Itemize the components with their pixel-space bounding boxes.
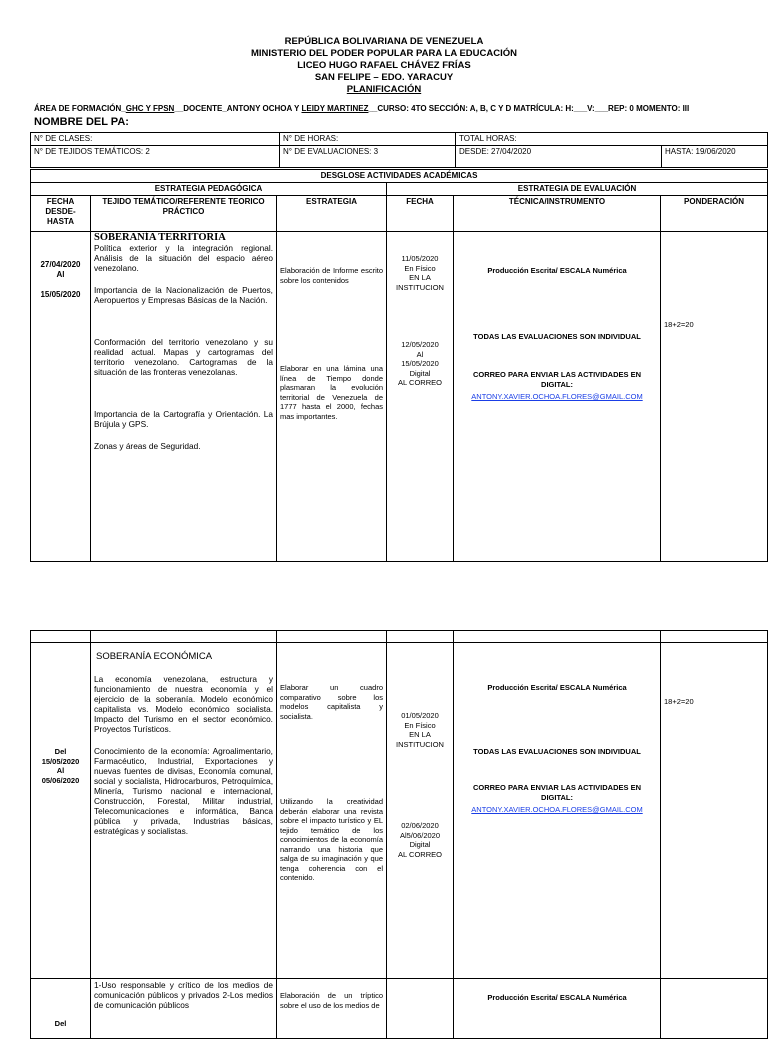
planificacion-table-page2	[30, 630, 768, 1039]
block1-tecnica-2: TODAS LAS EVALUACIONES SON INDIVIDUAL	[473, 332, 641, 341]
block2-topic-2: Conocimiento de la economía: Agroalimentario, Farmacéutico, Industrial, Exportaciones y nuevas fuentes de divisas, Economía comunal, social y socialista, Hidrocarburos, Petroquímica, Minería, Turismo nacional e internacional, Construcción, Forestal, Militar industrial, Telecomunicaciones e informática, Banca pública y privada, Industrias básicas, estratégicas y socialistas.	[94, 746, 273, 836]
block2-tecnica-1: Producción Escrita/ ESCALA Numérica	[487, 683, 627, 692]
col-fecha: FECHA DESDE- HASTA	[31, 196, 91, 232]
block1-fecha2b-0: 12/05/2020	[401, 340, 439, 349]
info-horas-cell: N° DE HORAS:	[280, 133, 456, 146]
nombre-pa: NOMBRE DEL PA:	[34, 116, 129, 128]
block2-fecha2b-2: Digital	[409, 840, 431, 849]
block2-fecha2a-3: INSTITUCION	[396, 739, 444, 749]
block1-topic-3: Conformación del territorio venezolano y su realidad actual. Mapas y cartogramas del territorio venezolano. Cartogramas de la situación de las fronteras venezolanas.	[94, 337, 273, 377]
block2-fecha2b-1: Al5/06/2020	[399, 830, 441, 840]
block3-estrategia	[277, 979, 387, 1039]
block2-fecha2b-3: AL CORREO	[398, 849, 442, 859]
block2-fecha2a-0: 01/05/2020	[401, 711, 439, 720]
block1-fecha2a-0: 11/05/2020	[401, 254, 439, 263]
meta-area-value: GHC Y FPSN	[125, 104, 175, 113]
block2-fecha-hasta: 05/06/2020	[41, 775, 80, 785]
desglose-title: DESGLOSE ACTIVIDADES ACADÉMICAS	[31, 170, 768, 183]
col-fecha2: FECHA	[387, 196, 454, 232]
block3-tecnica-1: Producción Escrita/ ESCALA Numérica	[487, 993, 627, 1002]
table-row	[31, 643, 768, 979]
meta-docente-label: __DOCENTE_ANTONY OCHOA Y	[174, 104, 302, 113]
block3-ponderacion	[661, 979, 768, 1039]
block1-topic-1: Política exterior y la integración regional. Análisis de la situación del espacio aéreo venezolano.	[94, 243, 273, 273]
block2-topic-1: La economía venezolana, estructura y funcionamiento de nuestra economía y el ejercicio de la soberanía. Modelo económico capitalista vs. Modelo económico socialista. Impacto del Turismo en el sector económico. Proyectos Turísticos.	[94, 674, 273, 734]
block1-fecha2a-2: EN LA	[409, 273, 431, 282]
block1-fecha-desde: 27/04/2020	[40, 260, 81, 269]
block1-fecha2a-3: INSTITUCION	[396, 282, 444, 292]
empty-cell	[277, 631, 387, 643]
block2-title: SOBERANÍA ECONÓMICA	[96, 651, 213, 662]
meta-area-label: ÁREA DE FORMACIÓN_	[34, 104, 126, 113]
block1-tecnica-1: Producción Escrita/ ESCALA Numérica	[487, 266, 627, 275]
block1-tejido	[91, 232, 277, 562]
block2-estrategia-2: Utilizando la creatividad deberán elaborar una revista sobre el impacto turístico y EL tejido temático de los conocimientos de la economía narrando una historia que salga de su imaginación y que tenga coherencia con el contenido.	[280, 797, 383, 882]
header-line-ministerio: MINISTERIO DEL PODER POPULAR PARA LA EDUCACIÓN	[250, 48, 517, 59]
info-clases-cell: N° DE CLASES:	[31, 133, 280, 146]
block1-fecha2	[387, 232, 454, 562]
empty-cell	[387, 631, 454, 643]
block2-fecha-desde: 15/05/2020	[41, 756, 80, 766]
group-evaluacion: ESTRATEGIA DE EVALUACIÓN	[387, 183, 768, 196]
col-tecnica: TÉCNICA/INSTRUMENTO	[454, 196, 661, 232]
block2-estrategia-1: Elaborar un cuadro comparativo sobre los modelos capitalista y socialista.	[280, 683, 383, 721]
info-hasta-cell: HASTA: 19/06/2020	[662, 146, 768, 168]
block2-fecha	[31, 643, 91, 979]
block2-tecnica-2: TODAS LAS EVALUACIONES SON INDIVIDUAL	[473, 747, 641, 756]
block1-estrategia	[277, 232, 387, 562]
block3-tejido: 1-Uso responsable y crítico de los medios de comunicación públicos y privados 2-Los medios de comunicación públicos	[91, 979, 277, 1039]
meta-docente2: LEIDY MARTINEZ	[301, 104, 369, 113]
block2-fecha-al: Al	[56, 766, 65, 775]
block1-fecha-hasta: 15/05/2020	[40, 290, 81, 299]
header-planificacion: PLANIFICACIÓN	[346, 84, 422, 95]
info-table	[30, 132, 768, 168]
block1-ponderacion	[661, 232, 768, 562]
block2-fecha-del: Del	[54, 747, 67, 756]
info-desde-cell: DESDE: 27/04/2020	[456, 146, 662, 168]
table-row	[31, 232, 768, 562]
block3-fecha	[31, 979, 91, 1039]
empty-cell	[661, 631, 768, 643]
block1-fecha2b-3: Digital	[409, 368, 431, 378]
block1-fecha2b-1: Al	[416, 349, 424, 359]
block2-fecha2b-0: 02/06/2020	[401, 821, 439, 830]
block1-email-link[interactable]: ANTONY.XAVIER.OCHOA.FLORES@GMAIL.COM	[471, 392, 643, 401]
header-line-liceo: LICEO HUGO RAFAEL CHÁVEZ FRÍAS	[297, 60, 471, 71]
block3-fecha2	[387, 979, 454, 1039]
group-pedagogica: ESTRATEGIA PEDAGÓGICA	[31, 183, 387, 196]
block2-tejido	[91, 643, 277, 979]
block2-fecha2a-1: En Físico	[404, 720, 436, 730]
block1-topic-4: Importancia de la Cartografía y Orientación. La Brújula y GPS.	[94, 409, 273, 429]
block1-fecha-al: Al	[56, 270, 65, 279]
block1-topic-5: Zonas y áreas de Seguridad.	[94, 441, 201, 451]
block1-fecha2b-4: AL CORREO	[398, 378, 442, 387]
block1-topic-2: Importancia de la Nacionalización de Puertos, Aeropuertos y Empresas Básicas de la Nación.	[94, 285, 273, 305]
block3-fecha-del: Del	[54, 1019, 67, 1028]
block3-estrategia-1: Elaboración de un tríptico sobre el uso de los medios de	[280, 991, 383, 1010]
block2-tecnica	[454, 643, 661, 979]
table-row	[31, 979, 768, 1039]
desglose-table	[30, 169, 768, 562]
col-ponderacion: PONDERACIÓN	[661, 196, 768, 232]
col-tejido: TEJIDO TEMÁTICO/REFERENTE TEORICO PRÁCTICO	[91, 196, 277, 232]
block1-estrategia-2: Elaborar en una lámina una línea de Tiempo donde plasmaran la evolución territorial de Venezuela de 1777 hasta el 2000, fechas mas importantes.	[280, 364, 383, 421]
block2-fecha2	[387, 643, 454, 979]
block2-ponderacion	[661, 643, 768, 979]
empty-cell	[454, 631, 661, 643]
info-total-cell: TOTAL HORAS:	[456, 133, 768, 146]
header-line-ciudad: SAN FELIPE – EDO. YARACUY	[314, 72, 454, 83]
info-tejidos-cell: N° DE TEJIDOS TEMÁTICOS: 2	[31, 146, 280, 168]
block1-fecha	[31, 232, 91, 562]
block2-estrategia	[277, 643, 387, 979]
header-line-republica: REPÚBLICA BOLIVARIANA DE VENEZUELA	[284, 36, 484, 47]
meta-curso: __CURSO: 4TO SECCIÓN: A, B, C Y D MATRÍCULA: H:___V:___REP: 0 MOMENTO: III	[368, 104, 690, 113]
block1-tecnica-3: CORREO PARA ENVIAR LAS ACTIVIDADES EN DIGITAL:	[472, 370, 642, 389]
block2-fecha2a-2: EN LA	[409, 730, 431, 739]
block2-ponderacion-value: 18+2=20	[664, 697, 694, 706]
empty-cell	[31, 631, 91, 643]
block1-tecnica	[454, 232, 661, 562]
info-evaluaciones-cell: N° DE EVALUACIONES: 3	[280, 146, 456, 168]
block1-fecha2a-1: En Físico	[404, 263, 436, 273]
block1-fecha2b-2: 15/05/2020	[401, 359, 439, 368]
block2-tecnica-3: CORREO PARA ENVIAR LAS ACTIVIDADES EN DIGITAL:	[472, 783, 642, 802]
block2-email-link[interactable]: ANTONY.XAVIER.OCHOA.FLORES@GMAIL.COM	[471, 805, 643, 814]
empty-cell	[91, 631, 277, 643]
block3-tecnica	[454, 979, 661, 1039]
col-estrategia: ESTRATEGIA	[277, 196, 387, 232]
meta-line	[34, 104, 689, 113]
block1-estrategia-1: Elaboración de Informe escrito sobre los contenidos	[280, 266, 383, 285]
block1-title: SOBERANÍA TERRITORIA	[94, 232, 226, 243]
block1-ponderacion-value: 18+2=20	[664, 320, 694, 329]
